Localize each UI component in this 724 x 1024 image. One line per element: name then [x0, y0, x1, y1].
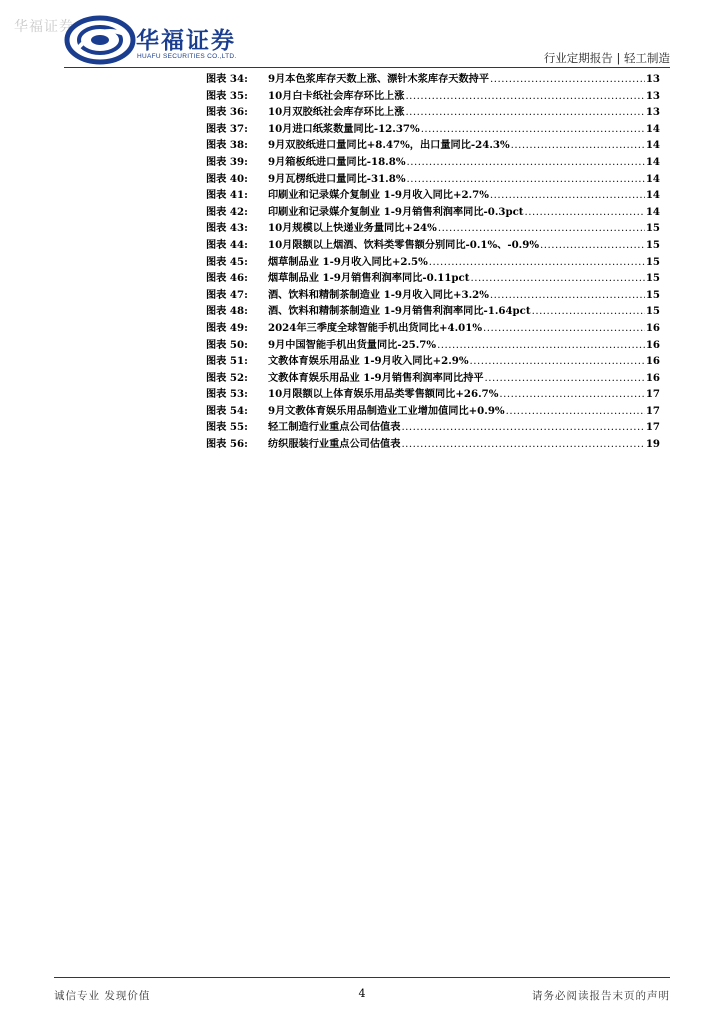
toc-title: 9月本色浆库存天数上涨、漂针木浆库存天数持平 — [268, 73, 490, 85]
toc-page: 14 — [645, 189, 660, 202]
toc-entry[interactable] — [206, 302, 660, 319]
toc-label: 图表 39: — [206, 155, 248, 168]
toc-title: 9月双胶纸进口量同比+8.47%，出口量同比-24.3% — [268, 139, 510, 152]
toc-entry[interactable] — [206, 418, 660, 435]
watermark: 华福证券 — [14, 19, 74, 35]
toc-page: 13 — [645, 89, 660, 102]
footer-disclaimer: 请务必阅读报告末页的声明 — [532, 990, 670, 1002]
toc-label: 图表 51: — [206, 355, 248, 368]
toc-page: 16 — [645, 338, 660, 351]
toc-entry[interactable] — [206, 170, 660, 187]
toc-entry[interactable] — [206, 203, 660, 220]
toc-label: 图表 45: — [206, 255, 248, 268]
toc-page: 16 — [645, 355, 660, 368]
logo-mark-icon — [64, 14, 136, 66]
toc-page: 15 — [645, 272, 660, 285]
toc-label: 图表 52: — [206, 371, 248, 384]
toc-page: 16 — [645, 371, 660, 384]
toc-title: 9月文教体育娱乐用品制造业工业增加值同比+0.9% — [268, 404, 505, 417]
toc-title: 文教体育娱乐用品业 1-9月收入同比+2.9% — [268, 355, 469, 368]
toc-entry[interactable] — [206, 253, 660, 270]
toc-title: 酒、饮料和精制茶制造业 1-9月收入同比+3.2% — [268, 288, 489, 301]
toc-page: 14 — [645, 155, 660, 168]
toc-label: 图表 55: — [206, 421, 248, 434]
toc-page: 15 — [645, 255, 660, 268]
toc-page: 14 — [645, 122, 660, 135]
toc-label: 图表 54: — [206, 404, 248, 417]
toc-page: 13 — [645, 73, 660, 85]
toc-label: 图表 50: — [206, 338, 248, 351]
toc-page: 16 — [645, 321, 660, 334]
toc-label: 图表 44: — [206, 238, 248, 251]
toc-leader — [511, 140, 645, 151]
toc-label: 图表 40: — [206, 172, 248, 185]
toc-title: 印刷业和记录媒介复制业 1-9月收入同比+2.7% — [268, 189, 489, 202]
toc-entry[interactable] — [206, 219, 660, 236]
toc-entry[interactable] — [206, 103, 660, 120]
toc-entry[interactable] — [206, 286, 660, 303]
toc-leader — [540, 240, 645, 251]
toc-entry[interactable] — [206, 319, 660, 336]
toc-entry[interactable] — [206, 120, 660, 137]
toc-entry[interactable] — [206, 336, 660, 353]
footer-divider — [54, 977, 670, 978]
toc-leader — [506, 406, 645, 417]
report-type: 行业定期报告 | 轻工制造 — [543, 51, 670, 65]
toc-label: 图表 34: — [206, 73, 248, 85]
toc-page: 13 — [645, 106, 660, 119]
page-number: 4 — [358, 987, 366, 1000]
toc-leader — [470, 356, 645, 367]
toc-page: 19 — [645, 438, 660, 451]
toc-label: 图表 53: — [206, 388, 248, 401]
toc-title: 印刷业和记录媒介复制业 1-9月销售利润率同比-0.3pct — [268, 205, 524, 218]
toc-leader — [483, 323, 645, 334]
toc-entry[interactable] — [206, 269, 660, 286]
toc-leader — [429, 257, 645, 268]
toc-page: 17 — [645, 388, 660, 401]
toc-entry[interactable] — [206, 70, 660, 87]
toc-page: 14 — [645, 139, 660, 152]
toc-leader — [401, 422, 644, 433]
toc-title: 烟草制品业 1-9月收入同比+2.5% — [268, 255, 428, 268]
toc-label: 图表 43: — [206, 222, 248, 235]
toc-page: 15 — [645, 222, 660, 235]
logo-text: 华福证券 — [136, 28, 236, 54]
toc-label: 图表 56: — [206, 438, 248, 451]
toc-entry[interactable] — [206, 402, 660, 419]
toc-entry[interactable] — [206, 87, 660, 104]
toc-leader — [532, 306, 645, 317]
toc-leader — [499, 389, 644, 400]
toc-label: 图表 36: — [206, 106, 248, 119]
toc-label: 图表 37: — [206, 122, 248, 135]
toc-title: 酒、饮料和精制茶制造业 1-9月销售利润率同比-1.64pct — [268, 305, 531, 318]
toc-leader — [485, 373, 645, 384]
toc-entry[interactable] — [206, 435, 660, 452]
toc-entry[interactable] — [206, 352, 660, 369]
toc-leader — [490, 190, 645, 201]
toc-leader — [437, 340, 645, 351]
toc-page: 15 — [645, 238, 660, 251]
toc-entry[interactable] — [206, 236, 660, 253]
logo-subtext: HUAFU SECURITIES CO.,LTD. — [137, 53, 237, 60]
toc-title: 9月中国智能手机出货量同比-25.7% — [268, 338, 437, 351]
toc-entry[interactable] — [206, 153, 660, 170]
toc-entry[interactable] — [206, 369, 660, 386]
toc-title: 9月瓦楞纸进口量同比-31.8% — [268, 172, 406, 185]
toc-title: 2024年三季度全球智能手机出货同比+4.01% — [268, 321, 483, 334]
toc-title: 10月双胶纸社会库存环比上涨 — [268, 106, 405, 119]
toc-title: 10月限额以上烟酒、饮料类零售额分别同比-0.1%、-0.9% — [268, 238, 540, 251]
toc-page: 14 — [645, 205, 660, 218]
table-of-figures — [206, 70, 660, 452]
header-divider — [64, 67, 670, 68]
toc-label: 图表 47: — [206, 288, 248, 301]
toc-leader — [490, 74, 645, 85]
toc-leader — [407, 174, 645, 185]
toc-label: 图表 49: — [206, 321, 248, 334]
toc-title: 10月规模以上快递业务量同比+24% — [268, 222, 437, 235]
toc-leader — [401, 439, 644, 450]
toc-leader — [405, 107, 644, 118]
toc-leader — [421, 124, 645, 135]
toc-label: 图表 38: — [206, 139, 248, 152]
toc-title: 10月白卡纸社会库存环比上涨 — [268, 89, 405, 102]
toc-title: 轻工制造行业重点公司估值表 — [268, 421, 401, 434]
toc-title: 纺织服装行业重点公司估值表 — [268, 438, 401, 451]
toc-label: 图表 41: — [206, 189, 248, 202]
toc-label: 图表 42: — [206, 205, 248, 218]
toc-title: 9月箱板纸进口量同比-18.8% — [268, 155, 406, 168]
toc-page: 17 — [645, 404, 660, 417]
toc-title: 烟草制品业 1-9月销售利润率同比-0.11pct — [268, 272, 470, 285]
footer-slogan: 诚信专业 发现价值 — [54, 990, 151, 1002]
toc-label: 图表 35: — [206, 89, 248, 102]
toc-leader — [470, 273, 644, 284]
toc-leader — [490, 290, 645, 301]
toc-label: 图表 46: — [206, 272, 248, 285]
toc-page: 17 — [645, 421, 660, 434]
toc-leader — [525, 207, 645, 218]
toc-leader — [438, 223, 645, 234]
toc-leader — [407, 157, 645, 168]
toc-leader — [405, 91, 644, 102]
toc-entry[interactable] — [206, 385, 660, 402]
toc-label: 图表 48: — [206, 305, 248, 318]
toc-title: 文教体育娱乐用品业 1-9月销售利润率同比持平 — [268, 371, 484, 384]
toc-title: 10月进口纸浆数量同比-12.37% — [268, 122, 420, 135]
toc-entry[interactable] — [206, 186, 660, 203]
toc-title: 10月限额以上体育娱乐用品类零售额同比+26.7% — [268, 388, 499, 401]
toc-entry[interactable] — [206, 136, 660, 153]
toc-page: 15 — [645, 288, 660, 301]
toc-page: 15 — [645, 305, 660, 318]
toc-page: 14 — [645, 172, 660, 185]
